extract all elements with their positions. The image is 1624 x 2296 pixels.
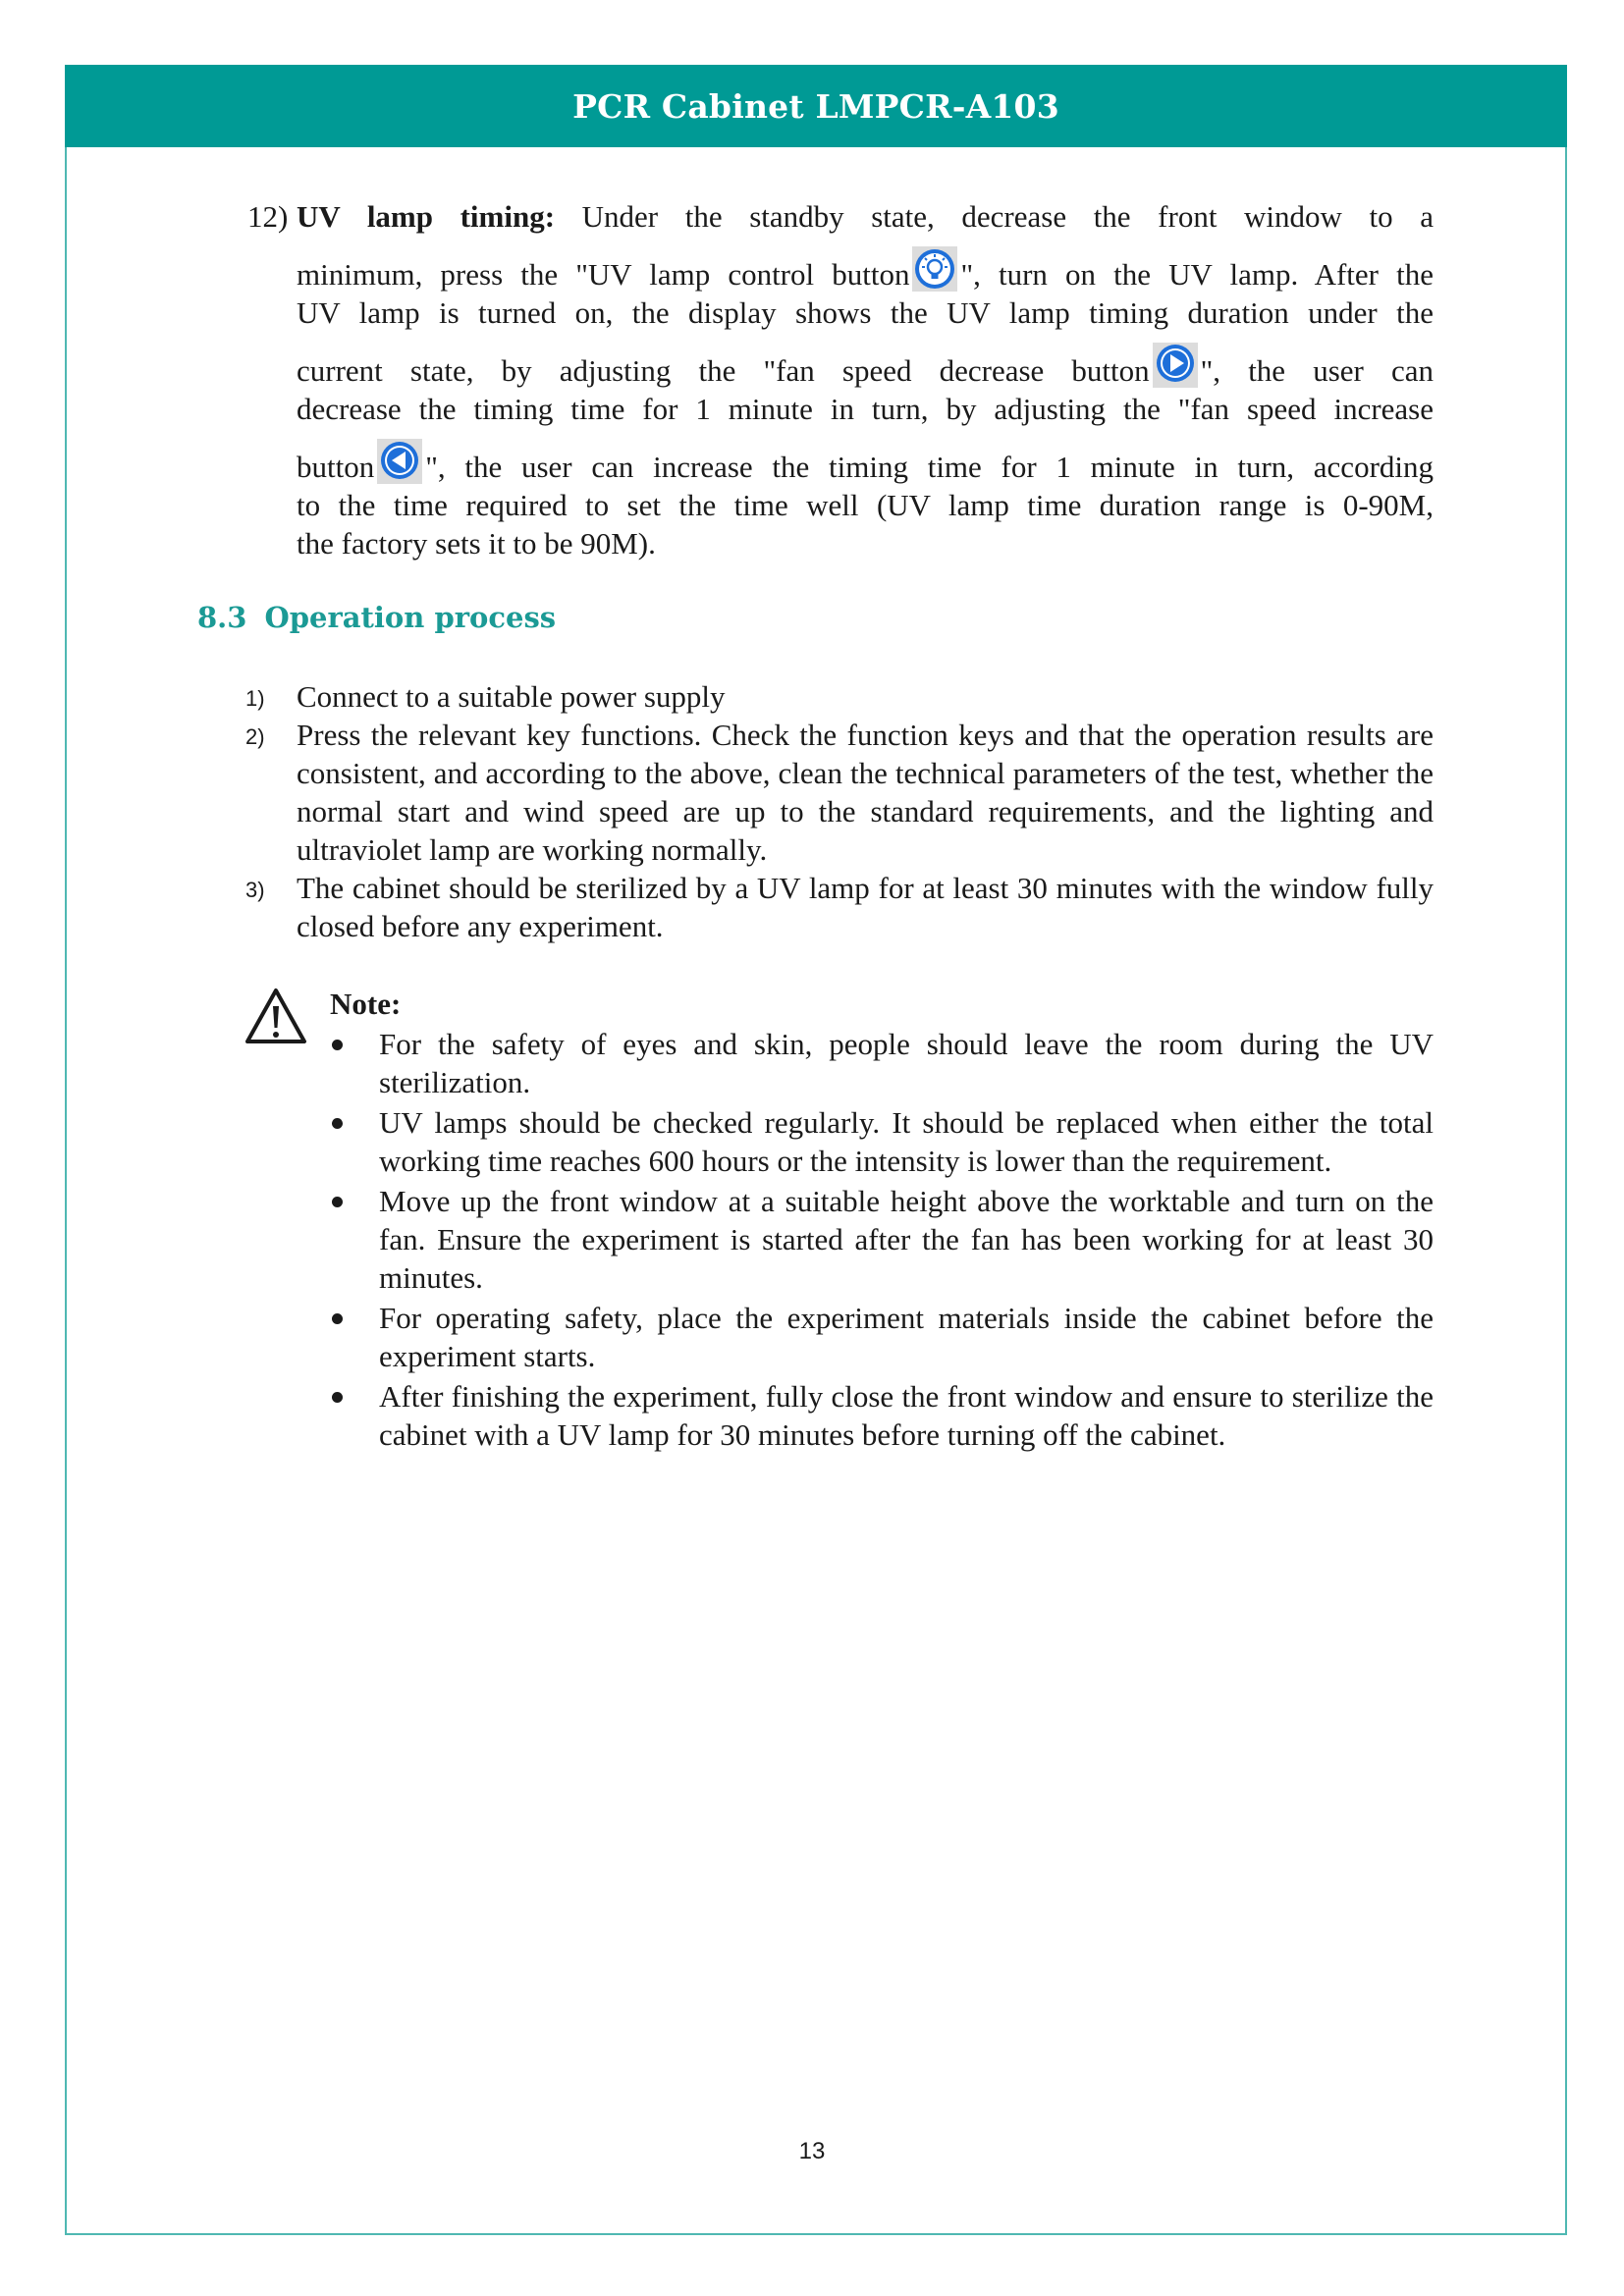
- warning-icon: [244, 987, 308, 1047]
- step-12-line-6: button ", the user can increase the timing time for 1 minute in turn, according: [297, 438, 1434, 486]
- list-item: [330, 1299, 1434, 1375]
- page-number: 13: [798, 2138, 826, 2164]
- play-right-icon: [1152, 342, 1199, 389]
- list-item-number: 1): [245, 686, 265, 711]
- step-12-block: [247, 197, 1434, 562]
- step-12-line-8: the factory sets it to be 90M).: [297, 526, 656, 561]
- step-12-label: UV lamp timing:: [297, 199, 556, 234]
- bullet-icon: [332, 1040, 343, 1050]
- list-item-text: UV lamps should be checked regularly. It should be replaced when either the total working time reaches 600 hours or the intensity is lower than the requirement.: [379, 1105, 1434, 1178]
- play-left-icon: [376, 438, 423, 485]
- step-12-line-3: UV lamp is turned on, the display shows the UV lamp timing duration under the: [297, 295, 1434, 330]
- section-number: 8.3: [197, 601, 247, 634]
- section-heading: [197, 601, 556, 634]
- list-item: [245, 716, 1434, 869]
- note-bullet-list: [330, 1025, 1434, 1456]
- note-title: Note:: [330, 987, 402, 1021]
- bullet-icon: [332, 1313, 343, 1324]
- list-item-text: Move up the front window at a suitable height above the worktable and turn on the fan. Ensure the experiment is started after the fan has been working for at least 30 minutes.: [379, 1184, 1434, 1295]
- operation-steps-list: [245, 677, 1434, 945]
- list-item-text: Connect to a suitable power supply: [297, 679, 726, 714]
- list-item-text: Press the relevant key functions. Check the function keys and that the operation results are consistent, and according to the above, clean the technical parameters of the test, whether the normal start and wind speed are up to the standard requirements, and the lighting and ultraviolet lamp are working normally.: [297, 718, 1434, 867]
- document-header: [65, 65, 1567, 147]
- list-item-text: After finishing the experiment, fully close the front window and ensure to sterilize the cabinet with a UV lamp for 30 minutes before turning off the cabinet.: [379, 1379, 1434, 1452]
- list-item: [330, 1103, 1434, 1180]
- list-item-number: 2): [245, 724, 265, 749]
- list-item: [245, 677, 1434, 716]
- step-12-line-1: UV lamp timing: Under the standby state, decrease the front window to a: [297, 199, 1434, 234]
- step-12-number: 12): [247, 199, 289, 234]
- list-item-text: For operating safety, place the experiment materials inside the cabinet before the experiment starts.: [379, 1301, 1434, 1373]
- bullet-icon: [332, 1197, 343, 1207]
- step-12-line-2: minimum, press the "UV lamp control button ", turn on the UV lamp. After the: [297, 245, 1434, 294]
- step-12-line-7: to the time required to set the time well (UV lamp time duration range is 0-90M,: [297, 488, 1434, 522]
- section-title: Operation process: [264, 601, 557, 634]
- list-item-number: 3): [245, 878, 265, 902]
- list-item: [330, 1182, 1434, 1297]
- list-item: [330, 1377, 1434, 1454]
- list-item-text: For the safety of eyes and skin, people should leave the room during the UV sterilization.: [379, 1027, 1434, 1099]
- list-item: [245, 869, 1434, 945]
- step-12-body: [297, 197, 1434, 562]
- bullet-icon: [332, 1392, 343, 1403]
- list-item-text: The cabinet should be sterilized by a UV lamp for at least 30 minutes with the window fully closed before any experiment.: [297, 871, 1434, 943]
- document-title: PCR Cabinet LMPCR-A103: [572, 86, 1059, 126]
- bullet-icon: [332, 1118, 343, 1129]
- step-12-line-5: decrease the timing time for 1 minute in turn, by adjusting the "fan speed increase: [297, 392, 1434, 426]
- step-12-line-4: current state, by adjusting the "fan speed decrease button ", the user can: [297, 342, 1434, 390]
- lightbulb-icon: [911, 245, 958, 293]
- list-item: [330, 1025, 1434, 1101]
